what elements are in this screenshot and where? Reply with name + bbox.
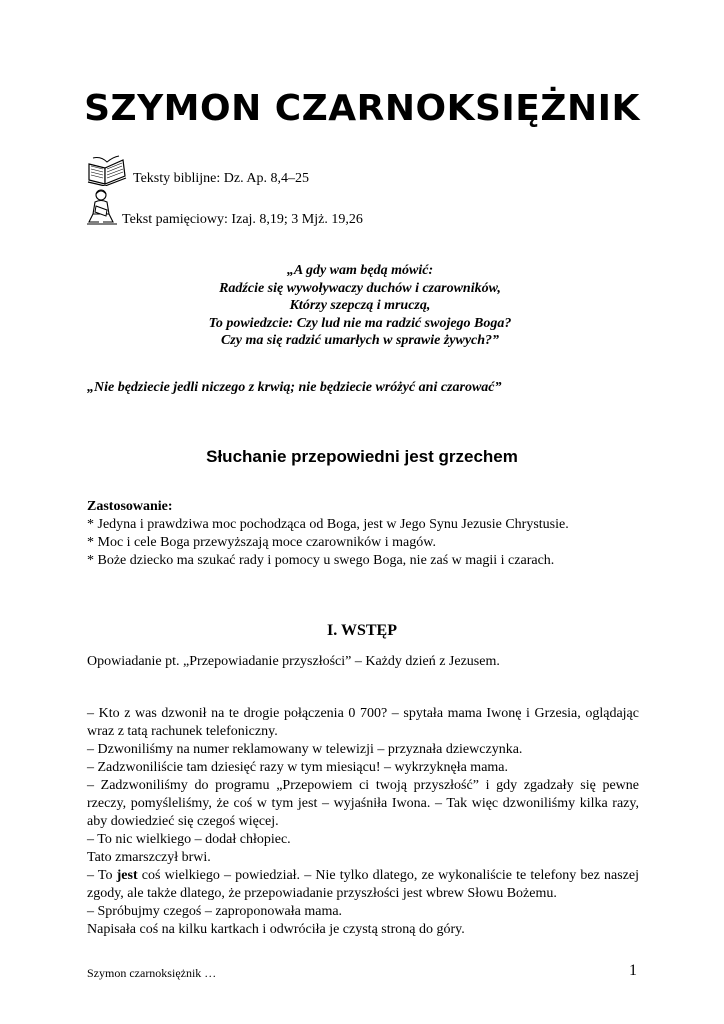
footer-title: Szymon czarnoksiężnik … xyxy=(87,966,217,980)
bible-texts: Teksty biblijne: Dz. Ap. 8,4–25 xyxy=(133,171,309,186)
quote-line: To powiedzcie: Czy lud nie ma radzić swojego Boga? xyxy=(208,315,512,331)
emphasis-word: jest xyxy=(116,868,138,883)
second-quote: „Nie będziecie jedli niczego z krwią; nie będziecie wróżyć ani czarować” xyxy=(87,380,502,395)
application-section xyxy=(87,498,647,570)
story-paragraph: – Dzwoniliśmy na numer reklamowany w telewizji – przyznała dziewczynka. xyxy=(87,742,523,757)
story-text-part: coś wielkiego – powiedział. – Nie tylko dlatego, ze wykonaliście te telefony bez naszej zgody, ale także dlatego, że przepowiadanie przyszłości jest wbrew Słowu Bożemu. xyxy=(87,868,639,901)
application-item: * Moc i cele Boga przewyższają moce czarowników i magów. xyxy=(87,535,436,550)
memory-verse: Tekst pamięciowy: Izaj. 8,19; 3 Mjż. 19,26 xyxy=(122,212,363,227)
quote-line: Radźcie się wywoływaczy duchów i czarowników, xyxy=(219,280,501,296)
story-paragraph: Tato zmarszczył brwi. xyxy=(87,850,211,865)
quote-line: „A gdy wam będą mówić: xyxy=(286,263,434,278)
story-paragraph: – Spróbujmy czegoś – zaproponowała mama. xyxy=(87,904,343,919)
section-heading: I. WSTĘP xyxy=(327,622,397,639)
memory-quote xyxy=(0,262,724,350)
story-paragraph: – Kto z was dzwonił na te drogie połączenia 0 700? – spytała mama Iwonę i Grzesia, oglądając wraz z tatą rachunek telefoniczny. xyxy=(87,706,639,739)
story-paragraph: – Zadzwoniliście tam dziesięć razy w tym miesiącu! – wykrzyknęła mama. xyxy=(87,760,509,775)
story-paragraph xyxy=(87,867,639,903)
reading-child-icon xyxy=(87,188,117,226)
story-paragraph: – Zadzwoniliśmy do programu „Przepowiem ci twoją przyszłość” i gdy zgadzały się pewne rzeczy, pomyśleliśmy, że coś w tym jest – wyjaśniła Iwona. – Tak więc dzwoniliśmy kilka razy, aby dowiedzieć się czegoś więcej. xyxy=(87,778,639,829)
open-book-icon xyxy=(87,154,127,186)
quote-line: Którzy szepczą i mruczą, xyxy=(289,298,431,313)
quote-line: Czy ma się radzić umarłych w sprawie żywych?” xyxy=(220,333,500,348)
story-source: Opowiadanie pt. „Przepowiadanie przyszłości” – Każdy dzień z Jezusem. xyxy=(87,654,500,669)
lesson-theme: Słuchanie przepowiedni jest grzechem xyxy=(206,447,518,466)
story-text-part: – To xyxy=(87,868,117,883)
story-paragraph: – To nic wielkiego – dodał chłopiec. xyxy=(87,832,291,847)
document-title: SZYMON CZARNOKSIĘŻNIK xyxy=(84,88,640,129)
application-heading: Zastosowanie: xyxy=(87,499,173,514)
application-item: * Boże dziecko ma szukać rady i pomocy u swego Boga, nie zaś w magii i czarach. xyxy=(87,553,555,568)
page-number: 1 xyxy=(629,962,637,979)
application-item: * Jedyna i prawdziwa moc pochodząca od Boga, jest w Jego Synu Jezusie Chrystusie. xyxy=(87,517,569,532)
story-paragraph: Napisała coś na kilku kartkach i odwróciła je czystą stroną do góry. xyxy=(87,922,465,937)
story-text xyxy=(87,705,639,939)
